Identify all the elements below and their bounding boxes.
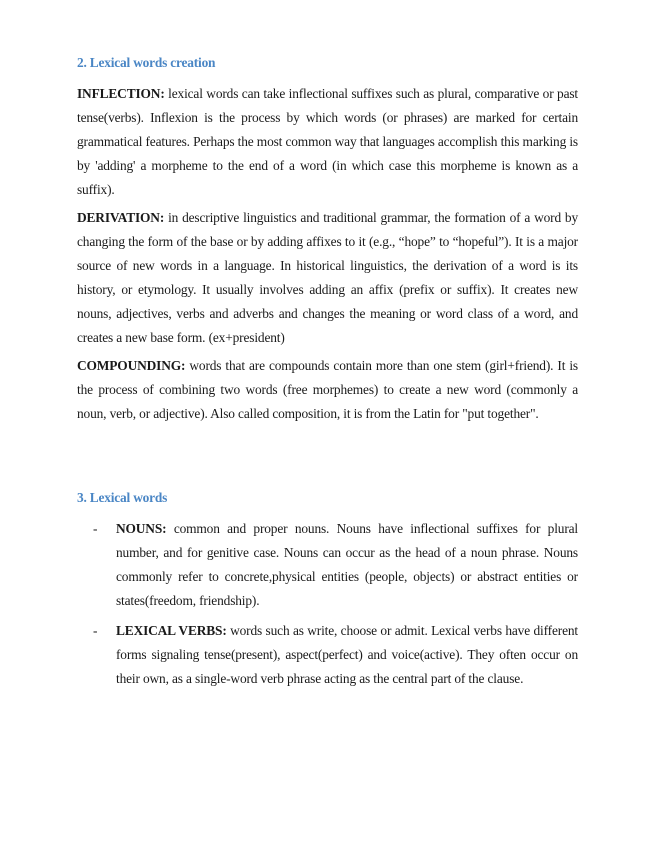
term-lexical-verbs: LEXICAL VERBS:: [116, 623, 227, 638]
list-item-lexical-verbs-text: words such as write, choose or admit. Lexical verbs have different forms signaling tense(present), aspect(perfect) and voice(active). They often occur on their own, as a single-word verb phrase acting as the central part of the clause.: [116, 623, 578, 687]
section-heading-lexical-words-creation: 2. Lexical words creation: [77, 55, 216, 70]
list-item-lexical-verbs-body: [116, 619, 578, 691]
bullet-dash: -: [93, 623, 98, 638]
bullet-dash: -: [93, 521, 98, 536]
term-derivation: DERIVATION:: [77, 210, 165, 225]
term-inflection: INFLECTION:: [77, 86, 165, 101]
paragraph-compounding-text: words that are compounds contain more than one stem (girl+friend). It is the process of combining two words (free morphemes) to create a new word (commonly a noun, verb, or adjective). Also called composition, it is from the Latin for "put together".: [77, 358, 578, 422]
paragraph-inflection: [77, 82, 578, 202]
paragraph-compounding: [77, 354, 578, 426]
paragraph-inflection-text: lexical words can take inflectional suffixes such as plural, comparative or past tense(verbs). Inflexion is the process by which words (or phrases) are marked for certain grammatical features. Perhaps the most common way that languages accomplish this marking is by 'adding' a morpheme to the end of a word (in which case this morpheme is known as a suffix).: [77, 86, 578, 198]
section-heading-lexical-words: 3. Lexical words: [77, 490, 168, 505]
list-item-lexical-verbs: [93, 619, 578, 691]
list-item-nouns: [93, 517, 578, 613]
term-compounding: COMPOUNDING:: [77, 358, 186, 373]
paragraph-derivation: [77, 206, 578, 351]
paragraph-derivation-text: in descriptive linguistics and traditional grammar, the formation of a word by changing the form of the base or by adding affixes to it (e.g., “hope” to “hopeful”). It is a major source of new words in a language. In historical linguistics, the derivation of a word is its history, or etymology. It usually involves adding an affix (prefix or suffix). It creates new nouns, adjectives, verbs and adverbs and changes the meaning or word class of a word, and creates a new base form. (ex+president): [77, 210, 578, 346]
list-item-nouns-body: [116, 517, 578, 613]
list-item-nouns-text: common and proper nouns. Nouns have inflectional suffixes for plural number, and for genitive case. Nouns can occur as the head of a noun phrase. Nouns commonly refer to concrete,physical entities (people, objects) or abstract entities or states(freedom, friendship).: [116, 521, 578, 609]
term-nouns: NOUNS:: [116, 521, 167, 536]
